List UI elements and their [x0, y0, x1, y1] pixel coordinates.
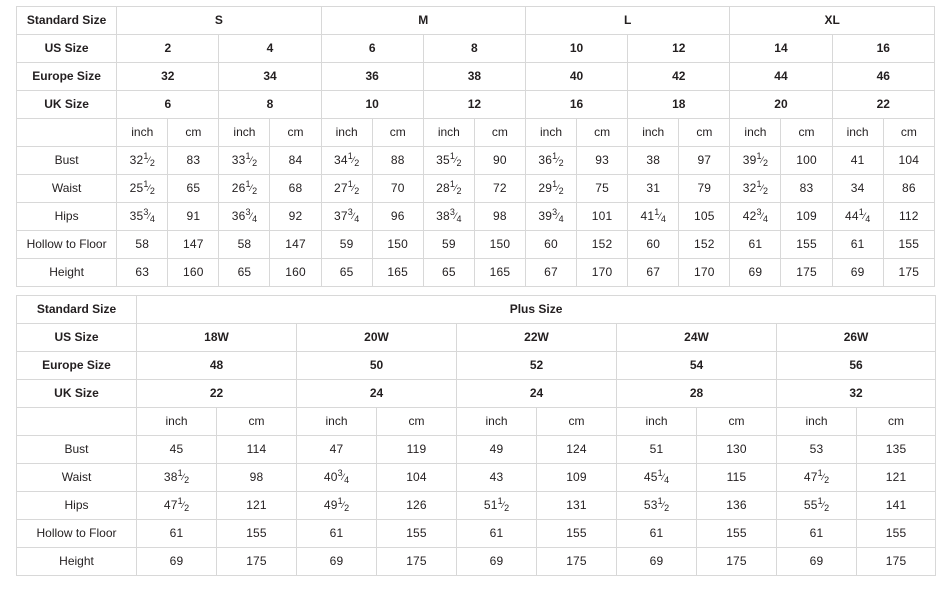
- unit-cm: cm: [883, 119, 934, 147]
- measure-value: 65: [321, 259, 372, 287]
- unit-cm: cm: [781, 119, 832, 147]
- unit-inch: inch: [297, 408, 377, 436]
- measure-value: 96: [372, 203, 423, 231]
- row-label: Europe Size: [17, 63, 117, 91]
- measure-value: 84: [270, 147, 321, 175]
- measure-value: $51^1⁄_2$: [457, 492, 537, 520]
- measure-value: 70: [372, 175, 423, 203]
- unit-inch: inch: [832, 119, 883, 147]
- unit-cm: cm: [537, 408, 617, 436]
- unit-header-row: [17, 408, 936, 436]
- measure-value: 126: [377, 492, 457, 520]
- measure-value: 92: [270, 203, 321, 231]
- measure-value: 141: [857, 492, 936, 520]
- measure-value: 90: [474, 147, 525, 175]
- measure-row-bust: [17, 147, 935, 175]
- measure-value: 38: [628, 147, 679, 175]
- size-value: 46: [832, 63, 934, 91]
- measure-value: 65: [168, 175, 219, 203]
- measure-value: 60: [628, 231, 679, 259]
- measure-value: 67: [628, 259, 679, 287]
- measure-value: 119: [377, 436, 457, 464]
- measure-value: 43: [457, 464, 537, 492]
- measure-value: 59: [321, 231, 372, 259]
- size-group-header-row: [17, 7, 935, 35]
- measure-value: 61: [777, 520, 857, 548]
- measure-value: 160: [168, 259, 219, 287]
- measure-value: 155: [537, 520, 617, 548]
- size-value: 40: [525, 63, 627, 91]
- measure-value: 136: [697, 492, 777, 520]
- size-value: 8: [219, 91, 321, 119]
- measure-value: 121: [857, 464, 936, 492]
- unit-cm: cm: [857, 408, 936, 436]
- measure-value: 165: [474, 259, 525, 287]
- measure-value: 150: [372, 231, 423, 259]
- measure-value: $40^3⁄_4$: [297, 464, 377, 492]
- measure-value: 98: [474, 203, 525, 231]
- size-value: 12: [628, 35, 730, 63]
- unit-header-row: [17, 119, 935, 147]
- size-value: 12: [423, 91, 525, 119]
- measure-value: 114: [217, 436, 297, 464]
- unit-cm: cm: [270, 119, 321, 147]
- measure-value: $27^1⁄_2$: [321, 175, 372, 203]
- measure-value: $37^3⁄_4$: [321, 203, 372, 231]
- unit-cm: cm: [168, 119, 219, 147]
- measure-value: $41^1⁄_4$: [628, 203, 679, 231]
- measure-value: 41: [832, 147, 883, 175]
- measure-value: $38^1⁄_2$: [137, 464, 217, 492]
- measure-value: $53^1⁄_2$: [617, 492, 697, 520]
- size-value: 22: [832, 91, 934, 119]
- empty-corner: [17, 408, 137, 436]
- measure-value: 152: [679, 231, 730, 259]
- measure-value: 88: [372, 147, 423, 175]
- measure-value: 86: [883, 175, 934, 203]
- measure-value: 104: [883, 147, 934, 175]
- unit-cm: cm: [679, 119, 730, 147]
- measure-value: $35^3⁄_4$: [117, 203, 168, 231]
- measure-value: 49: [457, 436, 537, 464]
- size-value: 36: [321, 63, 423, 91]
- measure-value: 175: [883, 259, 934, 287]
- size-value: 8: [423, 35, 525, 63]
- measure-value: 60: [525, 231, 576, 259]
- empty-corner: [17, 119, 117, 147]
- measure-row-waist: [17, 175, 935, 203]
- unit-inch: inch: [457, 408, 537, 436]
- measure-value: 160: [270, 259, 321, 287]
- measure-value: 155: [781, 231, 832, 259]
- measure-value: $39^1⁄_2$: [730, 147, 781, 175]
- size-group-L: L: [525, 7, 729, 35]
- size-value: 44: [730, 63, 832, 91]
- measure-label: Hips: [17, 203, 117, 231]
- measure-value: 65: [423, 259, 474, 287]
- measure-value: $29^1⁄_2$: [525, 175, 576, 203]
- measure-value: 112: [883, 203, 934, 231]
- measure-label: Height: [17, 259, 117, 287]
- measure-value: 75: [577, 175, 628, 203]
- measure-value: 131: [537, 492, 617, 520]
- row-us-size: [17, 324, 936, 352]
- measure-value: 67: [525, 259, 576, 287]
- measure-value: 91: [168, 203, 219, 231]
- size-value: 20: [730, 91, 832, 119]
- row-label: Europe Size: [17, 352, 137, 380]
- plus-size-table: [16, 295, 936, 576]
- measure-value: $26^1⁄_2$: [219, 175, 270, 203]
- size-value: 2: [117, 35, 219, 63]
- size-value: 42: [628, 63, 730, 91]
- measure-value: 121: [217, 492, 297, 520]
- measure-value: $28^1⁄_2$: [423, 175, 474, 203]
- unit-inch: inch: [423, 119, 474, 147]
- size-value: 10: [321, 91, 423, 119]
- measure-value: 79: [679, 175, 730, 203]
- unit-cm: cm: [577, 119, 628, 147]
- row-europe-size: [17, 63, 935, 91]
- measure-label: Bust: [17, 436, 137, 464]
- measure-value: 61: [730, 231, 781, 259]
- row-label: UK Size: [17, 380, 137, 408]
- size-value: 10: [525, 35, 627, 63]
- measure-value: 147: [168, 231, 219, 259]
- size-group-XL: XL: [730, 7, 935, 35]
- unit-cm: cm: [372, 119, 423, 147]
- measure-value: 61: [137, 520, 217, 548]
- measure-value: 175: [697, 548, 777, 576]
- measure-value: 101: [577, 203, 628, 231]
- unit-cm: cm: [217, 408, 297, 436]
- size-value: 50: [297, 352, 457, 380]
- measure-value: 155: [857, 520, 936, 548]
- measure-value: 109: [537, 464, 617, 492]
- size-group-S: S: [117, 7, 321, 35]
- measure-value: 61: [832, 231, 883, 259]
- size-value: 48: [137, 352, 297, 380]
- measure-row-height: [17, 259, 935, 287]
- plus-standard-size-label: Standard Size: [17, 296, 137, 324]
- size-value: 6: [117, 91, 219, 119]
- row-europe-size: [17, 352, 936, 380]
- measure-value: 135: [857, 436, 936, 464]
- measure-value: 155: [377, 520, 457, 548]
- size-value: 24: [297, 380, 457, 408]
- unit-inch: inch: [617, 408, 697, 436]
- size-value: 22: [137, 380, 297, 408]
- size-value: 52: [457, 352, 617, 380]
- measure-value: $34^1⁄_2$: [321, 147, 372, 175]
- measure-value: 152: [577, 231, 628, 259]
- measure-value: $36^3⁄_4$: [219, 203, 270, 231]
- measure-value: 105: [679, 203, 730, 231]
- measure-value: 115: [697, 464, 777, 492]
- unit-cm: cm: [697, 408, 777, 436]
- measure-row-hips: [17, 203, 935, 231]
- measure-value: 124: [537, 436, 617, 464]
- size-group-26W: 26W: [777, 324, 936, 352]
- measure-value: 130: [697, 436, 777, 464]
- unit-inch: inch: [321, 119, 372, 147]
- measure-label: Hollow to Floor: [17, 520, 137, 548]
- unit-cm: cm: [474, 119, 525, 147]
- measure-label: Hollow to Floor: [17, 231, 117, 259]
- measure-value: 69: [137, 548, 217, 576]
- size-value: 56: [777, 352, 936, 380]
- measure-value: 175: [857, 548, 936, 576]
- size-value: 16: [832, 35, 934, 63]
- size-value: 16: [525, 91, 627, 119]
- measure-value: $25^1⁄_2$: [117, 175, 168, 203]
- measure-value: 69: [777, 548, 857, 576]
- size-group-22W: 22W: [457, 324, 617, 352]
- size-value: 4: [219, 35, 321, 63]
- measure-label: Bust: [17, 147, 117, 175]
- measure-value: 45: [137, 436, 217, 464]
- size-value: 24: [457, 380, 617, 408]
- measure-value: 69: [617, 548, 697, 576]
- size-value: 34: [219, 63, 321, 91]
- measure-value: 155: [217, 520, 297, 548]
- measure-row-waist: [17, 464, 936, 492]
- measure-value: 83: [781, 175, 832, 203]
- measure-value: 150: [474, 231, 525, 259]
- unit-cm: cm: [377, 408, 457, 436]
- size-value: 32: [117, 63, 219, 91]
- size-group-M: M: [321, 7, 525, 35]
- row-us-size: [17, 35, 935, 63]
- row-uk-size: [17, 380, 936, 408]
- measure-value: $55^1⁄_2$: [777, 492, 857, 520]
- plus-size-label: Plus Size: [137, 296, 936, 324]
- size-value: 28: [617, 380, 777, 408]
- unit-inch: inch: [628, 119, 679, 147]
- measure-value: 69: [730, 259, 781, 287]
- measure-value: 61: [617, 520, 697, 548]
- size-value: 38: [423, 63, 525, 91]
- measure-value: $38^3⁄_4$: [423, 203, 474, 231]
- measure-value: $32^1⁄_2$: [730, 175, 781, 203]
- measure-row-height: [17, 548, 936, 576]
- measure-row-hollow-to-floor: [17, 231, 935, 259]
- measure-value: 93: [577, 147, 628, 175]
- measure-value: 165: [372, 259, 423, 287]
- measure-value: $39^3⁄_4$: [525, 203, 576, 231]
- measure-value: 47: [297, 436, 377, 464]
- unit-inch: inch: [525, 119, 576, 147]
- standard-size-table: [16, 6, 935, 287]
- measure-label: Hips: [17, 492, 137, 520]
- measure-value: $32^1⁄_2$: [117, 147, 168, 175]
- measure-value: 97: [679, 147, 730, 175]
- row-label: UK Size: [17, 91, 117, 119]
- measure-value: 175: [377, 548, 457, 576]
- standard-size-label: Standard Size: [17, 7, 117, 35]
- measure-value: 61: [457, 520, 537, 548]
- measure-value: $47^1⁄_2$: [137, 492, 217, 520]
- size-group-18W: 18W: [137, 324, 297, 352]
- measure-value: 69: [832, 259, 883, 287]
- measure-value: 68: [270, 175, 321, 203]
- measure-label: Waist: [17, 464, 137, 492]
- size-value: 14: [730, 35, 832, 63]
- measure-value: 31: [628, 175, 679, 203]
- measure-value: 59: [423, 231, 474, 259]
- measure-row-hips: [17, 492, 936, 520]
- measure-value: 98: [217, 464, 297, 492]
- measure-value: 61: [297, 520, 377, 548]
- measure-label: Waist: [17, 175, 117, 203]
- unit-inch: inch: [117, 119, 168, 147]
- measure-value: 65: [219, 259, 270, 287]
- measure-row-bust: [17, 436, 936, 464]
- measure-value: $44^1⁄_4$: [832, 203, 883, 231]
- measure-value: 147: [270, 231, 321, 259]
- measure-value: 69: [457, 548, 537, 576]
- measure-value: 155: [883, 231, 934, 259]
- measure-value: $42^3⁄_4$: [730, 203, 781, 231]
- measure-value: $33^1⁄_2$: [219, 147, 270, 175]
- measure-value: $35^1⁄_2$: [423, 147, 474, 175]
- measure-value: $47^1⁄_2$: [777, 464, 857, 492]
- size-group-20W: 20W: [297, 324, 457, 352]
- measure-row-hollow-to-floor: [17, 520, 936, 548]
- row-uk-size: [17, 91, 935, 119]
- row-label: US Size: [17, 35, 117, 63]
- size-value: 6: [321, 35, 423, 63]
- measure-label: Height: [17, 548, 137, 576]
- measure-value: 72: [474, 175, 525, 203]
- measure-value: 175: [781, 259, 832, 287]
- size-value: 54: [617, 352, 777, 380]
- unit-inch: inch: [219, 119, 270, 147]
- measure-value: $49^1⁄_2$: [297, 492, 377, 520]
- unit-inch: inch: [137, 408, 217, 436]
- size-value: 18: [628, 91, 730, 119]
- measure-value: 83: [168, 147, 219, 175]
- measure-value: 175: [537, 548, 617, 576]
- measure-value: 100: [781, 147, 832, 175]
- unit-inch: inch: [777, 408, 857, 436]
- measure-value: 58: [117, 231, 168, 259]
- measure-value: 155: [697, 520, 777, 548]
- measure-value: 175: [217, 548, 297, 576]
- size-group-24W: 24W: [617, 324, 777, 352]
- measure-value: 53: [777, 436, 857, 464]
- measure-value: 109: [781, 203, 832, 231]
- measure-value: $45^1⁄_4$: [617, 464, 697, 492]
- measure-value: 170: [577, 259, 628, 287]
- table-gap: [16, 287, 944, 295]
- measure-value: 63: [117, 259, 168, 287]
- measure-value: 104: [377, 464, 457, 492]
- measure-value: 58: [219, 231, 270, 259]
- measure-value: 34: [832, 175, 883, 203]
- measure-value: 69: [297, 548, 377, 576]
- size-value: 32: [777, 380, 936, 408]
- plus-section-header-row: [17, 296, 936, 324]
- measure-value: $36^1⁄_2$: [525, 147, 576, 175]
- measure-value: 51: [617, 436, 697, 464]
- measure-value: 170: [679, 259, 730, 287]
- row-label: US Size: [17, 324, 137, 352]
- unit-inch: inch: [730, 119, 781, 147]
